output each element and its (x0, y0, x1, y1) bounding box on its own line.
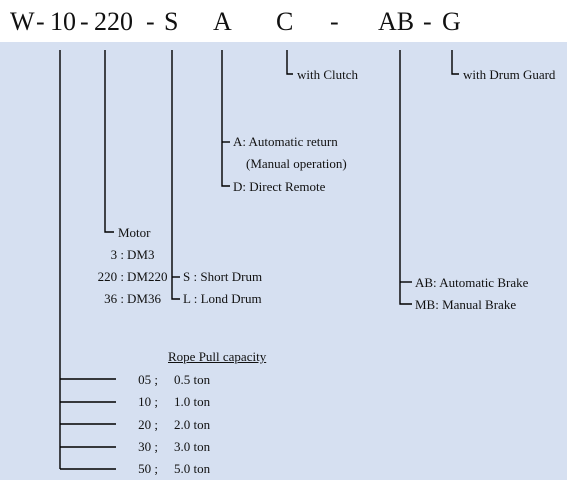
code-separator: - (146, 7, 155, 36)
capacity-code: 30 ; (138, 439, 158, 454)
return-automatic-label: A: Automatic return (233, 134, 338, 149)
drum-long-label: L : Lond Drum (183, 291, 262, 306)
motor-title: Motor (118, 225, 151, 240)
code-drum: S (164, 7, 179, 36)
code-separator: - (423, 7, 432, 36)
brake-automatic-label: AB: Automatic Brake (415, 275, 529, 290)
drum-connector-line (172, 50, 180, 299)
capacity-value: 5.0 ton (174, 461, 211, 476)
capacity-title: Rope Pull capacity (168, 349, 267, 364)
guard-connector-line (452, 50, 459, 74)
guard-label: with Drum Guard (463, 67, 556, 82)
code-capacity: 10 (50, 7, 76, 36)
motor-option-code: 36 : (104, 291, 124, 306)
capacity-code: 50 ; (138, 461, 158, 476)
return-type-connector-line (222, 50, 230, 186)
capacity-value: 2.0 ton (174, 417, 211, 432)
brake-manual-label: MB: Manual Brake (415, 297, 517, 312)
code-separator: - (330, 7, 339, 36)
code-prefix: W (10, 7, 35, 36)
drum-short-label: S : Short Drum (183, 269, 263, 284)
motor-connector-line (105, 50, 114, 232)
code-guard: G (442, 7, 461, 36)
return-manual-note: (Manual operation) (246, 156, 347, 171)
motor-option-code: 220 : (97, 269, 124, 284)
capacity-value: 1.0 ton (174, 394, 211, 409)
code-clutch: C (276, 7, 294, 36)
code-brake: AB (378, 7, 415, 36)
code-return-type: A (213, 7, 232, 36)
brake-connector-line (400, 50, 412, 304)
code-separator: - (80, 7, 89, 36)
capacity-value: 0.5 ton (174, 372, 211, 387)
motor-option-code: 3 : (110, 247, 124, 262)
return-direct-label: D: Direct Remote (233, 179, 326, 194)
clutch-connector-line (287, 50, 293, 74)
clutch-label: with Clutch (297, 67, 359, 82)
motor-option-value: DM220 (127, 269, 168, 284)
capacity-code: 05 ; (138, 372, 158, 387)
code-motor: 220 (94, 7, 133, 36)
code-separator: - (36, 7, 45, 36)
capacity-code: 20 ; (138, 417, 158, 432)
capacity-code: 10 ; (138, 394, 158, 409)
motor-option-value: DM3 (127, 247, 155, 262)
motor-option-value: DM36 (127, 291, 161, 306)
capacity-value: 3.0 ton (174, 439, 211, 454)
